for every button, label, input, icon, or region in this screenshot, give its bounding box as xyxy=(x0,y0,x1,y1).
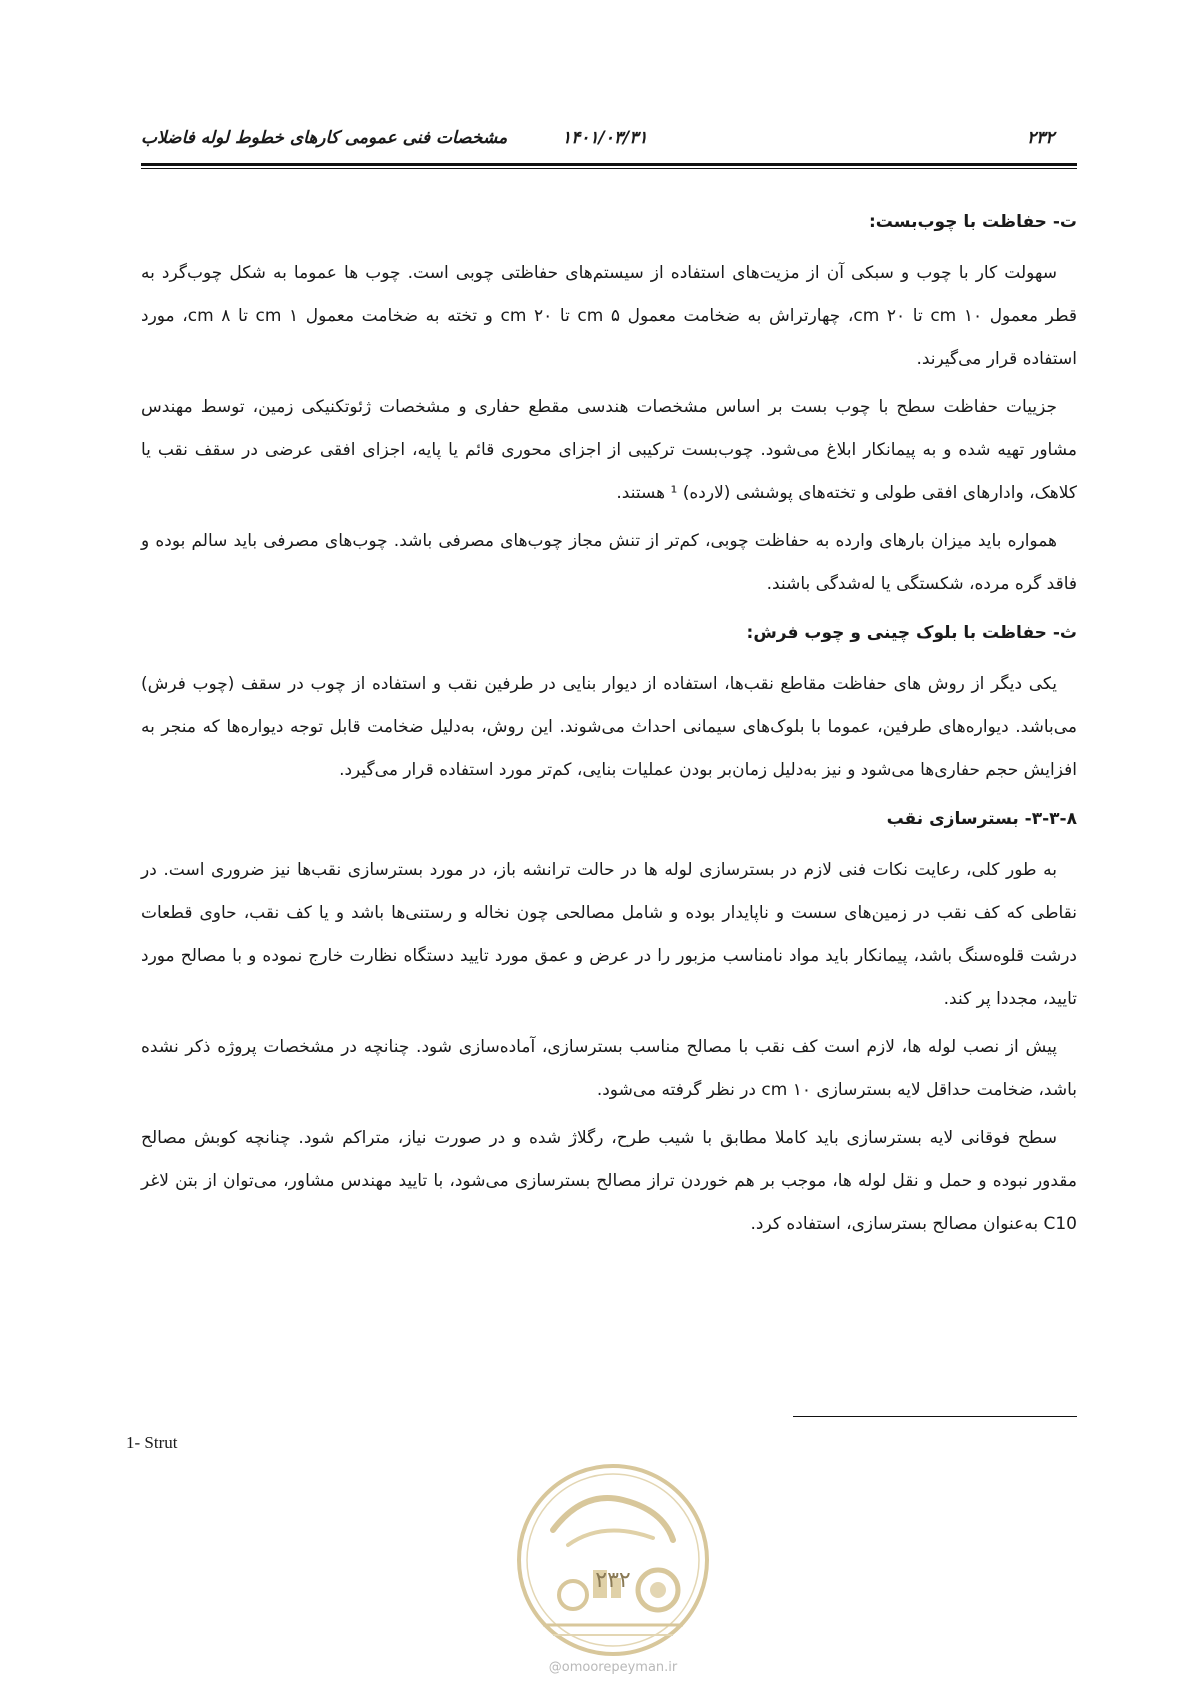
paragraph: به طور کلی، رعایت نکات فنی لازم در بسترسازی لوله ها در حالت ترانشه باز، در مورد بسترسازی نقب‌ها نیز ضروری است. در نقاطی که کف نقب در زمین‌های سست و ناپایدار بوده و شامل مصالحی چون نخاله و رستنی‌ها باشد و یا کف نقب، حاوی قطعات درشت قلوه‌سنگ باشد، پیمانکار باید مواد نامناسب مزبور را در عرض و عمق مورد تایید دستگاه نظارت خارج نموده و با مصالح مورد تایید، مجددا پر کند. xyxy=(141,860,1077,1009)
publisher-seal-icon xyxy=(513,1460,713,1660)
paragraph: سطح فوقانی لایه بسترسازی باید کاملا مطابق با شیب طرح، رگلاژ شده و در صورت نیاز، متراکم شود. چنانچه کوبش مصالح مقدور نبوده و حمل و نقل لوله ها، موجب بر هم خوردن تراز مصالح بسترسازی می‌شود، با تایید مهندس مشاور، می‌توان از بتن لاغر C10 به‌عنوان مصالح بسترسازی، استفاده کرد. xyxy=(141,1128,1077,1234)
seal-page-number: ۲۳۲ xyxy=(595,1568,631,1593)
section-heading: ت- حفاظت با چوب‌بست: xyxy=(868,212,1077,232)
paragraph: همواره باید میزان بارهای وارده به حفاظت چوبی، کم‌تر از تنش مجاز چوب‌های مصرفی باشد. چوب‌های مصرفی باید سالم بوده و فاقد گره مرده، شکستگی یا له‌شدگی باشند. xyxy=(141,531,1077,594)
paragraph: جزییات حفاظت سطح با چوب بست بر اساس مشخصات هندسی مقطع حفاری و مشخصات ژئوتکنیکی زمین، توسط مهندس مشاور تهیه شده و به پیمانکار ابلاغ می‌شود. چوب‌بست ترکیبی از اجزای محوری قائم یا پایه، اجزای افقی عرضی در سقف نقب یا کلاهک، وادارهای افقی طولی و تخته‌های پوششی (لارده) ¹ هستند. xyxy=(141,397,1077,503)
document-body xyxy=(141,205,1077,1251)
section-heading: ۳-۳-۸- بسترسازی نقب xyxy=(886,809,1077,829)
footnote: 1- Strut xyxy=(126,1433,178,1452)
header-page-number: ۲۳۲ xyxy=(1027,128,1055,148)
header-title: مشخصات فنی عمومی کارهای خطوط لوله فاضلاب xyxy=(141,128,508,148)
header-date: ۱۴۰۱/۰۳/۳۱ xyxy=(562,128,648,148)
header-rule-thin xyxy=(141,168,1077,169)
watermark-text: @omoorepeyman.ir xyxy=(548,1660,678,1675)
footnote-rule xyxy=(793,1416,1077,1417)
paragraph: یکی دیگر از روش های حفاظت مقاطع نقب‌ها، استفاده از دیوار بنایی در طرفین نقب و استفاده از چوب در سقف (چوب فرش) می‌باشد. دیواره‌های طرفین، عموما با بلوک‌های سیمانی احداث می‌شوند. این روش، به‌دلیل ضخامت قابل توجه دیواره‌ها که منجر به افزایش حجم حفاری‌ها می‌شود و نیز به‌دلیل زمان‌بر بودن عملیات بنایی، کم‌تر مورد استفاده قرار می‌گیرد. xyxy=(141,674,1077,780)
section-heading: ث- حفاظت با بلوک چینی و چوب فرش: xyxy=(746,623,1077,643)
header-rule-thick xyxy=(141,163,1077,166)
paragraph: سهولت کار با چوب و سبکی آن از مزیت‌های استفاده از سیستم‌های حفاظتی چوبی است. چوب ها عموما به شکل چوب‌گرد به قطر معمول cm ۱۰ تا cm ۲۰، چهارتراش به ضخامت معمول cm ۵ تا cm ۲۰ و تخته به ضخامت معمول cm ۱ تا cm ۸، مورد استفاده قرار می‌گیرند. xyxy=(141,263,1078,369)
paragraph: پیش از نصب لوله ها، لازم است کف نقب با مصالح مناسب بسترسازی، آماده‌سازی شود. چنانچه در مشخصات پروژه ذکر نشده باشد، ضخامت حداقل لایه بسترسازی cm ۱۰ در نظر گرفته می‌شود. xyxy=(141,1037,1077,1100)
